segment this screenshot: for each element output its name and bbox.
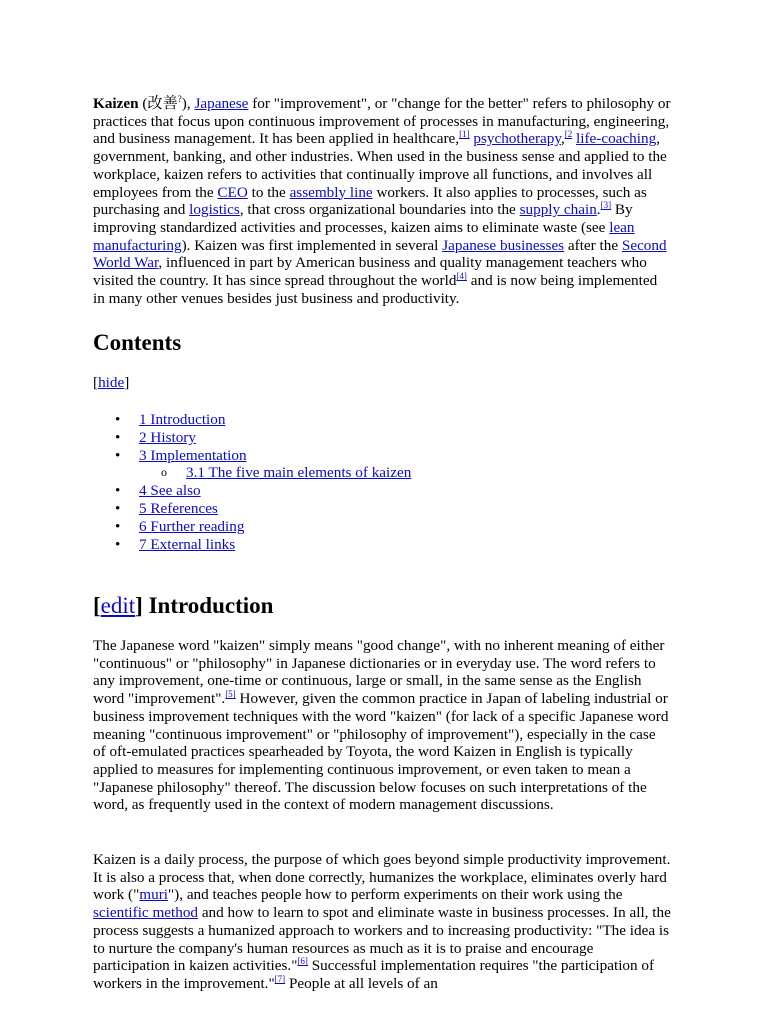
toc-item <box>93 536 493 554</box>
circle-bullet-icon: o <box>161 465 167 480</box>
link-muri[interactable]: muri <box>139 886 168 904</box>
edit-link[interactable]: edit <box>100 593 136 618</box>
toc-item <box>93 447 493 465</box>
introduction-paragraph-1: The Japanese word "kaizen" simply means "good change", with no inherent meaning of either "continuous" or "philosophy" in Japanese dictionaries or in everyday use. The word refers to any improvement, one-time or continuous, large or small, in the same sense as the English word "improvement".[5] However, given the common practice in Japan of labeling industrial or business improvement techniques with the word "kaizen" (for lack of a specific Japanese word meaning "continuous improvement" or "philosophy of improvement"), especially in the case of oft-emulated practices spearheaded by Toyota, the word Kaizen in English is typically applied to measures for implementing continuous improvement, or even taken to mean a "Japanese philosophy" thereof. The discussion below focuses on such interpretations of the word, as frequently used in the context of modern management discussions. <box>93 637 669 814</box>
link-supply-chain[interactable]: supply chain <box>519 201 597 219</box>
toc-hide-toggle: [hide] <box>93 374 130 391</box>
toc-item <box>93 482 493 500</box>
contents-heading: Contents <box>93 330 182 355</box>
link-ceo[interactable]: CEO <box>217 183 248 201</box>
toc-link-implementation[interactable]: 3 Implementation <box>139 446 247 464</box>
bullet-icon: • <box>115 482 121 500</box>
kanji-term: 改善 <box>147 95 178 112</box>
link-assembly-line[interactable]: assembly line <box>289 183 373 201</box>
toc-item <box>93 429 493 447</box>
bullet-icon: • <box>115 428 121 446</box>
link-psychotherapy[interactable]: psychotherapy <box>473 130 561 148</box>
toc-item <box>93 500 493 518</box>
introduction-paragraph-2: Kaizen is a daily process, the purpose of which goes beyond simple productivity improvement. It is also a process that, when done correctly, humanizes the workplace, eliminates overly hard work ("muri"), and teaches people how to perform experiments on their work using the scientific method and how to learn to spot and eliminate waste in business processes. In all, the process suggests a humanized approach to workers and to increasing productivity: "The idea is to nurture the company's human resources as much as it is to praise and encourage participation in kaizen activities."[6] Successful implementation requires "the participation of workers in the improvement."[7] People at all levels of an <box>93 851 671 992</box>
toc-link-further-reading[interactable]: 6 Further reading <box>139 517 245 535</box>
link-lean-manufacturing[interactable]: lean manufacturing <box>93 218 635 254</box>
toc-link-references[interactable]: 5 References <box>139 499 218 517</box>
link-logistics[interactable]: logistics <box>189 201 240 219</box>
link-second-world-war[interactable]: Second World War <box>93 236 667 272</box>
ref-3[interactable]: [3] <box>600 200 612 211</box>
toc-link-see-also[interactable]: 4 See also <box>139 482 201 500</box>
toc-item <box>93 411 493 429</box>
bullet-icon: • <box>115 517 121 535</box>
bullet-icon: • <box>115 499 121 517</box>
kanji-help-marker[interactable]: ? <box>177 94 182 104</box>
introduction-heading: [edit] Introduction <box>93 593 274 618</box>
table-of-contents <box>93 411 493 553</box>
ref-7[interactable]: [7] <box>274 973 286 984</box>
intro-paragraph: Kaizen (改善?), Japanese for "improvement", or "change for the better" refers to philosophy or practices that focus upon continuous improvement of processes in manufacturing, engineering, and business management. It has been applied in healthcare,[1] psychotherapy,$^{[2}$ life-coaching, government, banking, and other industries. When used in the business sense and applied to the workplace, kaizen refers to activities that continually improve all functions, and involves all employees from the CEO to the assembly line workers. It also applies to processes, such as purchasing and logistics, that cross organizational boundaries into the supply chain.[3] By improving standardized activities and processes, kaizen aims to eliminate waste (see lean manufacturing). Kaizen was first implemented in several Japanese businesses after the Second World War, influenced in part by American business and quality management teachers who visited the country. It has since spread throughout the world[4] and is now being implemented in many other venues besides just business and productivity. <box>93 94 671 307</box>
toc-subitem <box>93 464 493 482</box>
toc-item <box>93 518 493 536</box>
ref-5[interactable]: [5] <box>225 689 236 700</box>
ref-2[interactable]: [2 <box>564 129 573 140</box>
link-japanese[interactable]: Japanese <box>194 95 249 112</box>
toc-link-five-elements[interactable]: 3.1 The five main elements of kaizen <box>186 464 412 482</box>
bullet-icon: • <box>115 446 121 464</box>
ref-6[interactable]: [6] <box>297 956 308 967</box>
link-japanese-businesses[interactable]: Japanese businesses <box>442 236 565 254</box>
bullet-icon: • <box>115 411 121 428</box>
toc-link-history[interactable]: 2 History <box>139 428 196 446</box>
hide-link[interactable]: hide <box>98 374 125 391</box>
toc-link-introduction[interactable]: 1 Introduction <box>139 411 226 428</box>
link-life-coaching[interactable]: life-coaching <box>576 130 657 148</box>
ref-4[interactable]: [4] <box>456 271 467 282</box>
bullet-icon: • <box>115 535 121 553</box>
link-scientific-method[interactable]: scientific method <box>93 904 199 922</box>
toc-link-external-links[interactable]: 7 External links <box>139 535 236 553</box>
term-kaizen: Kaizen <box>93 95 139 112</box>
ref-1[interactable]: [1] <box>459 129 470 140</box>
